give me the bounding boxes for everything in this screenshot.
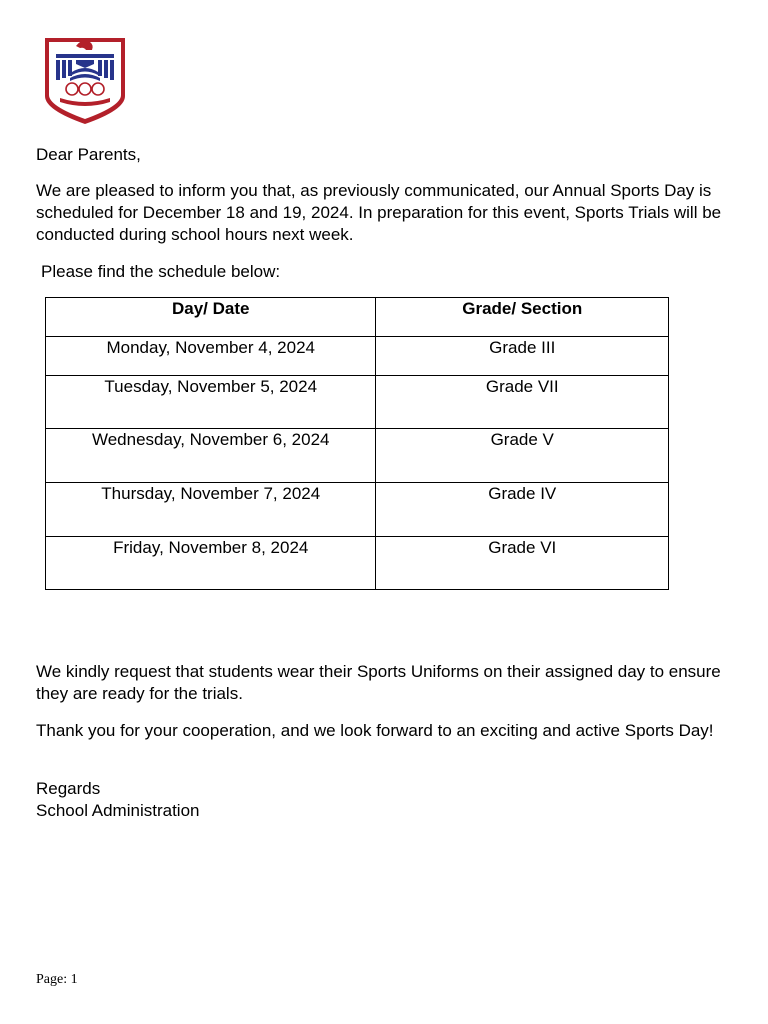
thank-you-paragraph: Thank you for your cooperation, and we look forward to an exciting and active Sports Day!: [36, 721, 714, 740]
greeting: Dear Parents,: [36, 145, 141, 164]
closing: Regards: [36, 779, 101, 798]
header-grade-section: Grade/ Section: [376, 298, 669, 337]
uniform-request-paragraph: We kindly request that students wear their Sports Uniforms on their assigned day to ensure they are ready for the trials.: [36, 662, 721, 703]
grade-cell: Grade IV: [376, 483, 669, 537]
date-cell: Tuesday, November 5, 2024: [46, 376, 376, 429]
grade-cell: Grade VII: [376, 376, 669, 429]
announcement-paragraph: We are pleased to inform you that, as previously communicated, our Annual Sports Day is scheduled for December 18 and 19, 2024. In preparation for this event, Sports Trials will be conducted during school hours next week.: [36, 181, 722, 244]
grade-cell: Grade VI: [376, 537, 669, 590]
table-row: [46, 537, 669, 590]
table-row: [46, 483, 669, 537]
signature: School Administration: [36, 801, 200, 820]
table-row: [46, 376, 669, 429]
date-cell: Friday, November 8, 2024: [46, 537, 376, 590]
school-crest-icon: [40, 34, 130, 126]
page-number: Page: 1: [36, 972, 78, 987]
schedule-table: [45, 297, 669, 590]
grade-cell: Grade III: [376, 337, 669, 376]
table-header-row: [46, 298, 669, 337]
date-cell: Thursday, November 7, 2024: [46, 483, 376, 537]
header-day-date: Day/ Date: [46, 298, 376, 337]
table-row: [46, 337, 669, 376]
date-cell: Monday, November 4, 2024: [46, 337, 376, 376]
school-crest-logo: [40, 34, 130, 126]
grade-cell: Grade V: [376, 429, 669, 483]
table-row: [46, 429, 669, 483]
date-cell: Wednesday, November 6, 2024: [46, 429, 376, 483]
schedule-intro: Please find the schedule below:: [41, 262, 281, 281]
